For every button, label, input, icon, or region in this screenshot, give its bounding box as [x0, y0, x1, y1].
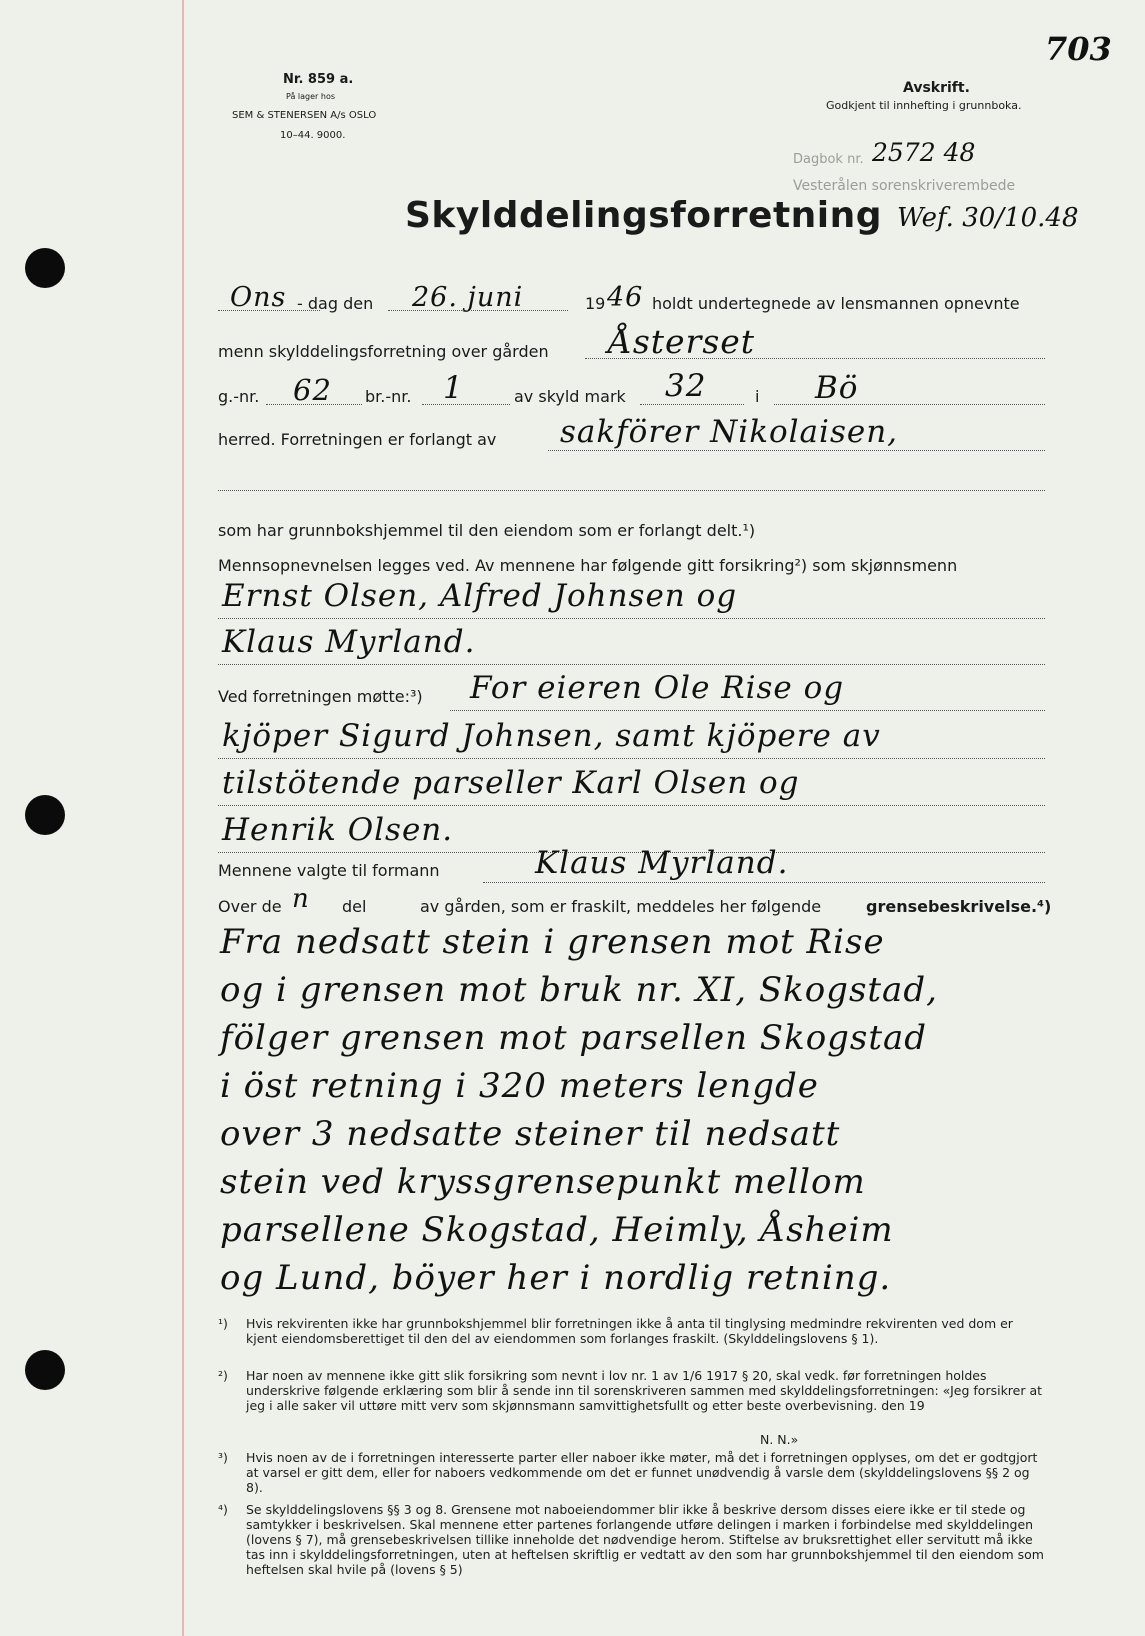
skjonnsmenn-rule-2 [218, 664, 1045, 665]
grense-line-5: over 3 nedsatte steiner til nedsatt [220, 1114, 841, 1154]
requested-by: sakförer Nikolaisen, [560, 414, 899, 450]
motte-line-1: For eieren Ole Rise og [470, 670, 845, 706]
formann-name: Klaus Myrland. [535, 845, 789, 881]
farm-label: menn skylddelingsforretning over gården [218, 342, 549, 361]
day-handwritten: Ons [230, 282, 287, 313]
del-label: del [342, 897, 367, 916]
formann-label: Mennene valgte til formann [218, 861, 440, 880]
journal-number: 2572 48 [872, 138, 976, 167]
gnr-value: 62 [293, 373, 332, 407]
punch-hole-bottom [25, 1350, 65, 1390]
punch-hole-top [25, 248, 65, 288]
herred-label: herred. Forretningen er forlangt av [218, 430, 497, 449]
footnote-signature [760, 1432, 960, 1447]
footnote-1 [218, 1316, 1048, 1346]
grense-label: grensebeskrivelse.⁴) [866, 897, 1052, 916]
day-suffix: - dag den [297, 294, 374, 313]
motte-label: Ved forretningen møtte:³) [218, 687, 423, 706]
gnr-label: g.-nr. [218, 387, 260, 406]
footnote-mark: ⁴) [218, 1502, 228, 1517]
farm-name: Åsterset [608, 322, 756, 361]
grense-line-7: parsellene Skogstad, Heimly, Åsheim [220, 1210, 894, 1250]
bnr-rule [422, 404, 510, 405]
footnote-mark: ¹) [218, 1316, 228, 1331]
footnote-mark: ²) [218, 1368, 228, 1383]
footnote-text: Har noen av mennene ikke gitt slik forsikring som nevnt i lov nr. 1 av 1/6 1917 § 20, skal vedk. før forretningen holdes underskrive følgende erklæring som blir å sende inn til sorenskriveren sammen med skylddelingsforretningen: «Jeg forsikrer at jeg i alle saker vil uttøre mitt verv som skjønnsmann samvittighetsfullt og etter beste overbevisning. den 19 [246, 1368, 1043, 1413]
over-label: Over de [218, 897, 282, 916]
copy-label: Avskrift. [903, 80, 970, 96]
form-number: Nr. 859 a. [283, 72, 354, 87]
over-handwritten: n [292, 884, 310, 914]
skyld-value: 32 [665, 368, 707, 404]
year-handwritten: 46 [607, 282, 644, 313]
formann-rule [483, 882, 1045, 883]
date-rule [388, 310, 568, 311]
footnote-text: N. N.» [760, 1432, 799, 1447]
approval-note: Godkjent til innhefting i grunnboka. [826, 99, 1022, 112]
footnote-3 [218, 1450, 1048, 1495]
journal-stamp: Dagbok nr. [793, 152, 864, 167]
print-run: 10–44. 9000. [280, 130, 346, 141]
year-prefix: 19 [585, 294, 606, 313]
skjonnsmenn-rule-1 [218, 618, 1045, 619]
publisher: SEM & STENERSEN A/s OSLO [232, 110, 377, 121]
motte-line-2: kjöper Sigurd Johnsen, samt kjöpere av [222, 718, 881, 754]
date-handwritten: 26. juni [412, 282, 524, 313]
grense-line-6: stein ved kryssgrensepunkt mellom [220, 1162, 866, 1202]
hjemmel-text: som har grunnbokshjemmel til den eiendom som er forlangt delt.¹) [218, 521, 756, 540]
motte-rule-3 [218, 805, 1045, 806]
grense-line-3: fölger grensen mot parsellen Skogstad [220, 1018, 928, 1058]
punch-hole-middle [25, 795, 65, 835]
skjonnsmenn-line-1: Ernst Olsen, Alfred Johnsen og [222, 578, 738, 614]
registration-note: Wef. 30/10.48 [897, 203, 1079, 233]
motte-line-4: Henrik Olsen. [222, 812, 454, 848]
motte-rule-1 [450, 710, 1045, 711]
intro-text: holdt undertegnede av lensmannen opnevnte [652, 294, 1020, 313]
footnote-text: Se skylddelingslovens §§ 3 og 8. Grensene mot naboeiendommer blir ikke å beskrive dersom disses eiere ikke er til stede og samtykker i beskrivelsen. Skal mennene etter partenes forlangende utføre delingen i marken i forbindelse med skylddelingen (lovens § 7), må grensebeskrivelsen tillike inneholde det nødvendige herom. Stiftelse av bruksrettighet eller servitutt må ikke tas inn i skylddelingsforretningen, uten at heftelsen skriftlig er vedtatt av den som har grunnbokshjemmel til den eiendom som heftelsen skal hvile på (lovens § 5) [246, 1502, 1044, 1577]
gnr-rule [266, 404, 362, 405]
court-stamp: Vesterålen sorenskriverembede [793, 178, 1016, 194]
municipality-rule [774, 404, 1045, 405]
fraskilt-text: av gården, som er fraskilt, meddeles her følgende [420, 897, 822, 916]
bnr-label: br.-nr. [365, 387, 412, 406]
grense-line-1: Fra nedsatt stein i grensen mot Rise [220, 922, 885, 962]
footnote-mark: ³) [218, 1450, 228, 1465]
i-label: i [755, 387, 760, 406]
motte-rule-2 [218, 758, 1045, 759]
motte-line-3: tilstötende parseller Karl Olsen og [222, 765, 800, 801]
margin-line [182, 0, 184, 1636]
footnote-2 [218, 1368, 1048, 1413]
oppnevnelse-text: Mennsopnevnelsen legges ved. Av mennene har følgende gitt forsikring²) som skjønnsmenn [218, 556, 958, 575]
skyld-rule [640, 404, 744, 405]
page-title: Skylddelingsforretning [405, 195, 883, 236]
municipality: Bö [815, 370, 859, 406]
blank-rule [218, 490, 1045, 491]
farm-rule [585, 358, 1045, 359]
grense-line-8: og Lund, böyer her i nordlig retning. [220, 1258, 892, 1298]
requested-by-rule [548, 450, 1045, 451]
bnr-value: 1 [443, 370, 464, 406]
footnote-text: Hvis noen av de i forretningen interesserte parter eller naboer ikke møter, må det i forretningen opplyses, om det er godtgjort at varsel er gitt dem, eller for naboers vedkommende om det er funnet unødvendig å varsle dem (skylddelingslovens §§ 2 og 8). [246, 1450, 1038, 1495]
page-number: 703 [1045, 30, 1112, 68]
footnote-4 [218, 1502, 1048, 1577]
grense-line-4: i öst retning i 320 meters lengde [220, 1066, 819, 1106]
footnote-text: Hvis rekvirenten ikke har grunnbokshjemmel blir forretningen ikke å anta til tinglysing medmindre rekvirenten ved dom er kjent eiendomsberettiget til den del av eiendommen som forlanges fraskilt. (Skylddelingslovens § 1). [246, 1316, 1013, 1346]
skyld-label: av skyld mark [514, 387, 626, 406]
form-sale-note: På lager hos [286, 92, 335, 101]
grense-line-2: og i grensen mot bruk nr. XI, Skogstad, [220, 970, 938, 1010]
skjonnsmenn-line-2: Klaus Myrland. [222, 624, 476, 660]
